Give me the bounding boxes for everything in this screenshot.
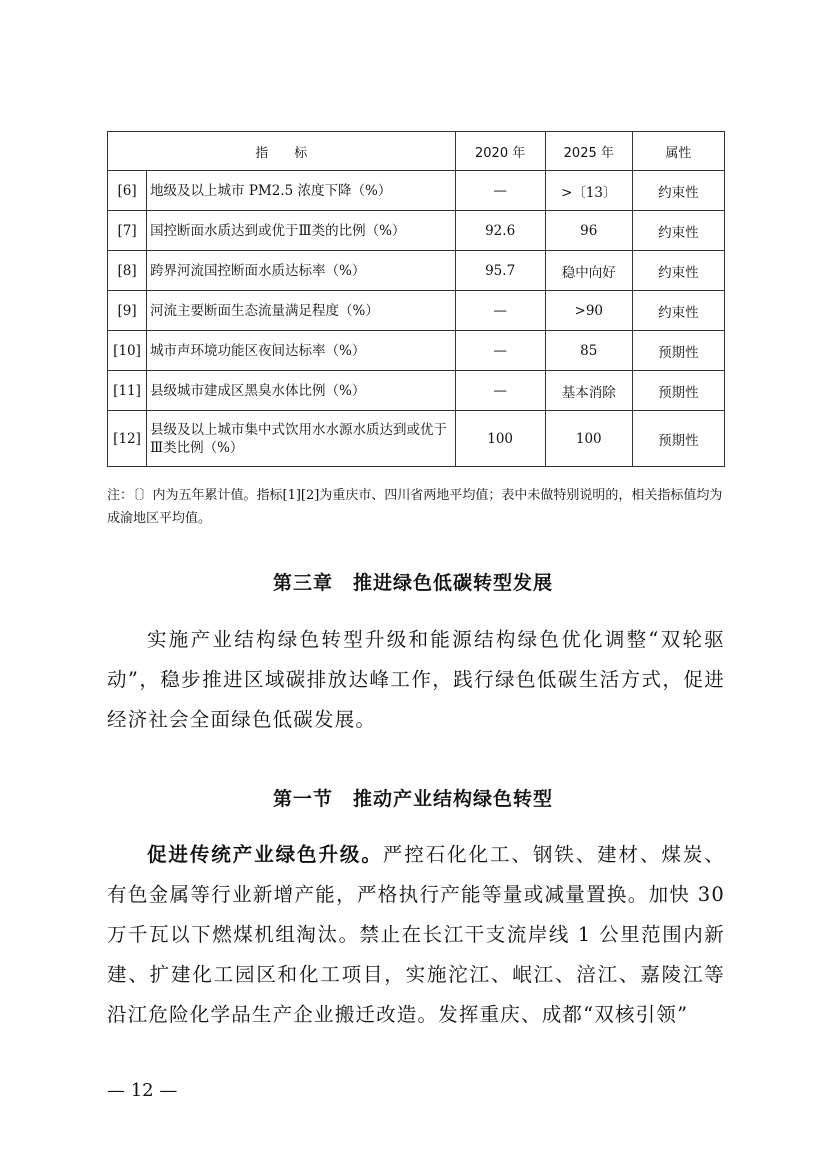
row-2025-value: >90 [545, 291, 632, 331]
indicator-table [107, 131, 725, 467]
row-2025-value: 96 [545, 211, 632, 251]
row-attribute: 约束性 [632, 291, 724, 331]
row-index: [12] [108, 411, 147, 467]
row-2020-value: — [455, 331, 545, 371]
row-indicator: 城市声环境功能区夜间达标率（%） [147, 331, 456, 371]
header-2025: 2025 年 [545, 132, 632, 171]
row-index: [8] [108, 251, 147, 291]
row-attribute: 预期性 [632, 331, 724, 371]
chapter-title: 第三章 推进绿色低碳转型发展 [272, 572, 553, 594]
row-2020-value: — [455, 171, 545, 211]
page-number: — 12 — [107, 1080, 178, 1101]
row-attribute: 预期性 [632, 411, 724, 467]
row-attribute: 约束性 [632, 171, 724, 211]
row-2020-value: 100 [455, 411, 545, 467]
row-2020-value: — [455, 371, 545, 411]
row-2020-value: 95.7 [455, 251, 545, 291]
row-2025-value: 100 [545, 411, 632, 467]
row-2025-value: 稳中向好 [545, 251, 632, 291]
row-2020-value: 92.6 [455, 211, 545, 251]
row-indicator: 地级及以上城市 PM2.5 浓度下降（%） [147, 171, 456, 211]
row-attribute: 预期性 [632, 371, 724, 411]
row-index: [11] [108, 371, 147, 411]
row-indicator: 县级及以上城市集中式饮用水水源水质达到或优于Ⅲ类比例（%） [147, 411, 456, 467]
table-row [108, 251, 725, 291]
table-row [108, 331, 725, 371]
chapter-paragraph: 实施产业结构绿色转型升级和能源结构绿色优化调整“双轮驱动”，稳步推进区域碳排放达峰工作，践行绿色低碳生活方式，促进经济社会全面绿色低碳发展。 [107, 628, 725, 731]
table-row [108, 371, 725, 411]
section-paragraph [107, 835, 725, 1035]
section-title: 第一节 推动产业结构绿色转型 [272, 788, 553, 810]
row-indicator: 县级城市建成区黑臭水体比例（%） [147, 371, 456, 411]
row-2025-value: 基本消除 [545, 371, 632, 411]
row-index: [6] [108, 171, 147, 211]
row-2020-value: — [455, 291, 545, 331]
table-row [108, 171, 725, 211]
table-note: 注：〔〕内为五年累计值。指标[1][2]为重庆市、四川省两地平均值；表中未做特别说明的，相关指标值均为成渝地区平均值。 [107, 488, 723, 526]
paragraph-lead: 促进传统产业绿色升级。 [147, 843, 383, 866]
row-indicator: 跨界河流国控断面水质达标率（%） [147, 251, 456, 291]
row-2025-value: 85 [545, 331, 632, 371]
row-2025-value: >〔13〕 [545, 171, 632, 211]
row-index: [10] [108, 331, 147, 371]
table-header-row [108, 132, 725, 171]
table-row [108, 291, 725, 331]
table-row [108, 211, 725, 251]
table-row [108, 411, 725, 467]
header-2020: 2020 年 [455, 132, 545, 171]
paragraph-body: 严控石化化工、钢铁、建材、煤炭、有色金属等行业新增产能，严格执行产能等量或减量置换。加快 30 万千瓦以下燃煤机组淘汰。禁止在长江干支流岸线 1 公里范围内新建、扩建化工园区和化工项目，实施沱江、岷江、涪江、嘉陵江等沿江危险化学品生产企业搬迁改造。发挥重庆、成都“双核引领” [107, 843, 725, 1026]
row-indicator: 国控断面水质达到或优于Ⅲ类的比例（%） [147, 211, 456, 251]
row-index: [7] [108, 211, 147, 251]
row-attribute: 约束性 [632, 251, 724, 291]
header-indicator: 指 标 [108, 132, 456, 171]
header-attribute: 属性 [632, 132, 724, 171]
row-attribute: 约束性 [632, 211, 724, 251]
row-index: [9] [108, 291, 147, 331]
row-indicator: 河流主要断面生态流量满足程度（%） [147, 291, 456, 331]
